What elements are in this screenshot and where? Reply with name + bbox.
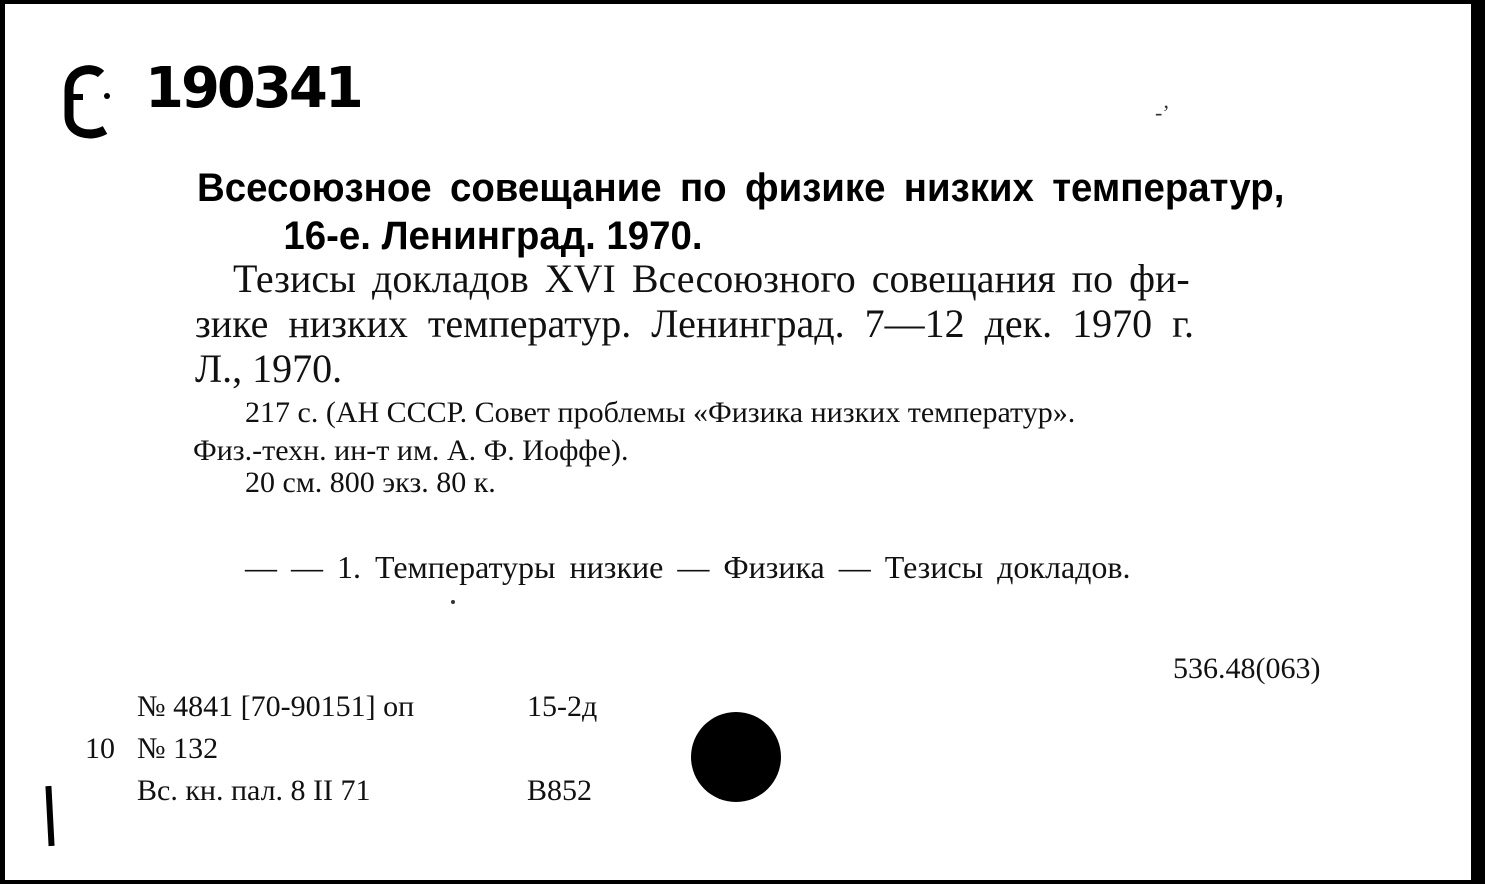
speck [451,600,455,604]
tech-row [85,728,597,770]
tech-prefix: 10 [85,732,115,765]
title-statement [195,256,1194,391]
subject-tracing: — — 1. Температуры низкие — Физика — Тезисы докладов. [245,549,1131,585]
title-line-3: Л., 1970. [195,346,343,391]
chamber-date: Вс. кн. пал. 8 II 71 [137,774,371,807]
heading [197,164,1284,260]
title-line-1: Тезисы докладов XVI Всесоюзного совещания по фи- [233,256,1190,301]
print-code: 15-2д [527,690,598,723]
collation-line-1: 217 с. (АН СССР. Совет проблемы «Физика низких температур». [245,396,1076,429]
registry-number: № 132 [137,732,219,765]
heading-line-2: 16-е. Ленинград. 1970. [283,214,703,258]
pencil-mark: -’ [1155,100,1170,125]
tech-prefix [85,686,137,728]
tech-row [85,686,597,728]
physical-description: 20 см. 800 экз. 80 к. [245,466,496,499]
tech-prefix [85,770,137,812]
punch-hole [691,712,781,802]
tech-row [85,770,597,812]
card-number: 190341 [145,56,361,121]
title-line-2: зике низких температур. Ленинград. 7—12 дек. 1970 г. [195,301,1195,346]
chamber-code: В852 [527,774,593,807]
collation-line-2: Физ.-техн. ин-т им. А. Ф. Иоффе). [193,434,629,467]
collation [193,394,1075,470]
heading-line-1: Всесоюзное совещание по физике низких температур, [197,166,1285,210]
technical-block [85,686,597,812]
order-number: № 4841 [70-90151] оп [137,690,415,723]
margin-tick [45,786,54,846]
library-stamp-mark [63,64,111,140]
udc-classification: 536.48(063) [1173,652,1321,685]
